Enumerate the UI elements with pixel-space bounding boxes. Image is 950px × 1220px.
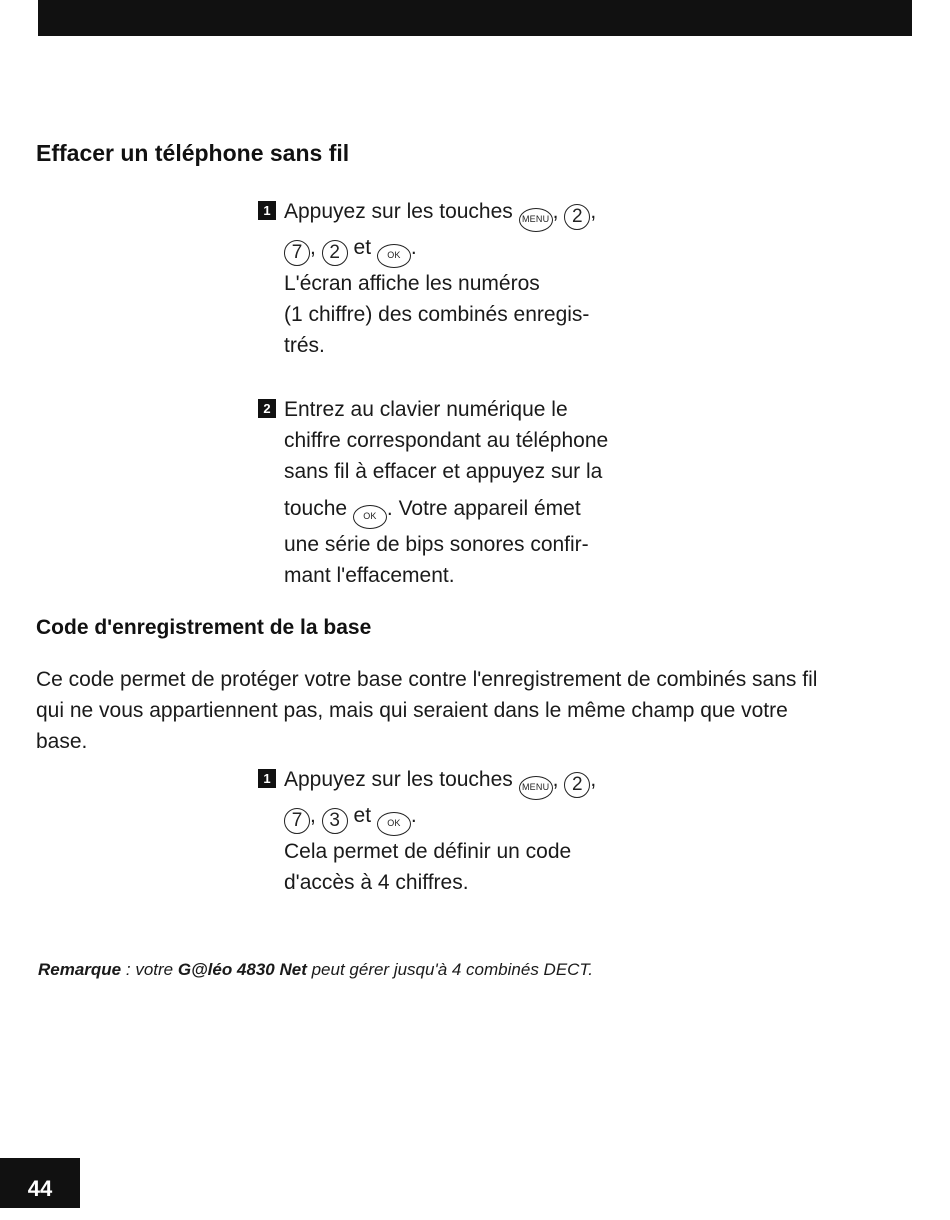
step-line: mant l'effacement. xyxy=(284,564,455,587)
header-bar xyxy=(38,0,912,36)
step-line: touche OK . Votre appareil émet xyxy=(284,493,688,529)
step-line: Appuyez sur les touches MENU , 2 , xyxy=(284,764,688,800)
step-line: (1 chiffre) des combinés enregis- xyxy=(284,303,590,326)
step-line: L'écran affiche les numéros xyxy=(284,272,540,295)
step-number: 1 xyxy=(258,201,276,220)
note: Remarque : votre G@léo 4830 Net peut gérer jusqu'à 4 combinés DECT. xyxy=(38,960,593,979)
menu-key-icon: MENU xyxy=(519,776,553,800)
step-2-delete xyxy=(258,394,688,591)
step-line: sans fil à effacer et appuyez sur la xyxy=(284,460,603,483)
page-number: 44 xyxy=(0,1158,80,1208)
step-1-delete xyxy=(258,196,688,361)
step-line: Entrez au clavier numérique le xyxy=(284,398,568,421)
step-number: 2 xyxy=(258,399,276,418)
key-7-icon: 7 xyxy=(284,808,310,834)
key-2-icon: 2 xyxy=(322,240,348,266)
step-line: une série de bips sonores confir- xyxy=(284,533,589,556)
step-number: 1 xyxy=(258,769,276,788)
step-line: chiffre correspondant au téléphone xyxy=(284,429,609,452)
product-name: G@léo 4830 Net xyxy=(177,960,307,979)
key-3-icon: 3 xyxy=(322,808,348,834)
step-line: 7 , 2 et OK . xyxy=(284,232,688,268)
step-1-base-code xyxy=(258,764,688,898)
ok-key-icon: OK xyxy=(353,505,387,529)
step-line: trés. xyxy=(284,334,325,357)
key-7-icon: 7 xyxy=(284,240,310,266)
step-line: 7 , 3 et OK . xyxy=(284,800,688,836)
section-intro: Ce code permet de protéger votre base contre l'enregistrement de combinés sans fil qui ne vous appartiennent pas, mais qui seraient dans le même champ que votre base. xyxy=(36,668,818,753)
key-2-icon: 2 xyxy=(564,204,590,230)
ok-key-icon: OK xyxy=(377,244,411,268)
step-line: Appuyez sur les touches MENU , 2 , xyxy=(284,196,688,232)
step-line: Cela permet de définir un code xyxy=(284,840,572,863)
key-2-icon: 2 xyxy=(564,772,590,798)
section-title-base-code: Code d'enregistrement de la base xyxy=(36,616,372,639)
section-title-delete-handset: Effacer un téléphone sans fil xyxy=(36,140,350,166)
note-label: Remarque xyxy=(38,960,122,979)
menu-key-icon: MENU xyxy=(519,208,553,232)
step-line: d'accès à 4 chiffres. xyxy=(284,871,469,894)
ok-key-icon: OK xyxy=(377,812,411,836)
